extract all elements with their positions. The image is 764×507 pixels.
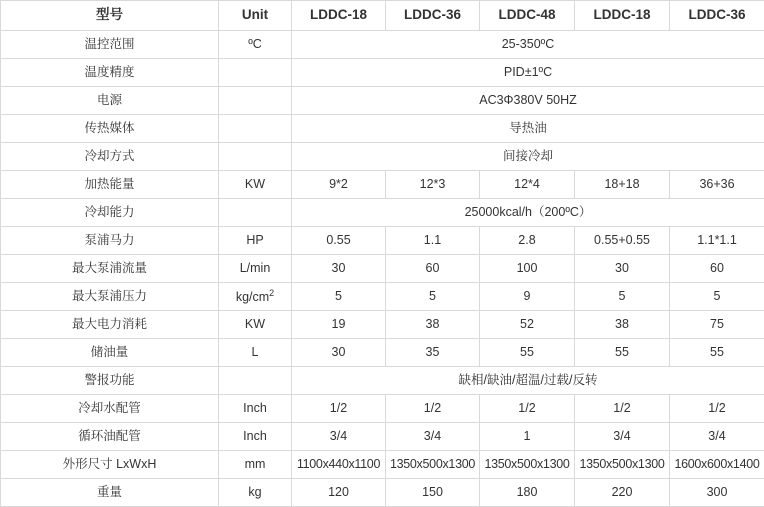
row-value: 1 [480, 423, 575, 451]
row-value: 30 [292, 339, 386, 367]
row-value: 150 [386, 479, 480, 507]
row-value: 55 [575, 339, 670, 367]
row-value: 3/4 [670, 423, 764, 451]
row-label: 储油量 [1, 339, 219, 367]
row-value: 5 [386, 283, 480, 311]
row-unit-text: kg/cm [236, 290, 269, 304]
row-value: 18+18 [575, 171, 670, 199]
table-row [1, 199, 764, 227]
row-value: 3/4 [575, 423, 670, 451]
row-label: 温控范围 [1, 31, 219, 59]
row-value: 30 [292, 255, 386, 283]
header-model-3: LDDC-48 [480, 1, 575, 31]
row-unit: L/min [219, 255, 292, 283]
row-value: 1/2 [575, 395, 670, 423]
header-unit: Unit [219, 1, 292, 31]
row-label: 最大泵浦压力 [1, 283, 219, 311]
row-value: 1/2 [292, 395, 386, 423]
row-value: 0.55 [292, 227, 386, 255]
row-unit [219, 367, 292, 395]
row-value: 1/2 [386, 395, 480, 423]
row-merged-value: 25-350ºC [292, 31, 764, 59]
row-value: 3/4 [386, 423, 480, 451]
row-merged-value: 导热油 [292, 115, 764, 143]
row-merged-value: 25000kcal/h（200ºC） [292, 199, 764, 227]
row-label: 循环油配管 [1, 423, 219, 451]
header-model-5: LDDC-36 [670, 1, 764, 31]
row-value: 19 [292, 311, 386, 339]
row-merged-value: AC3Φ380V 50HZ [292, 87, 764, 115]
row-label: 电源 [1, 87, 219, 115]
row-value: 75 [670, 311, 764, 339]
row-label: 冷却能力 [1, 199, 219, 227]
row-label: 重量 [1, 479, 219, 507]
row-merged-value: 间接冷却 [292, 143, 764, 171]
row-value: 5 [292, 283, 386, 311]
row-label: 传热媒体 [1, 115, 219, 143]
row-value: 3/4 [292, 423, 386, 451]
row-value: 60 [386, 255, 480, 283]
table-row [1, 255, 764, 283]
row-value: 5 [670, 283, 764, 311]
row-value: 100 [480, 255, 575, 283]
row-unit [219, 199, 292, 227]
row-unit: Inch [219, 395, 292, 423]
row-value: 1/2 [670, 395, 764, 423]
row-value: 38 [386, 311, 480, 339]
row-value: 55 [480, 339, 575, 367]
row-label: 外形尺寸 LxWxH [1, 451, 219, 479]
row-value: 120 [292, 479, 386, 507]
row-label: 最大泵浦流量 [1, 255, 219, 283]
table-row [1, 87, 764, 115]
row-unit: HP [219, 227, 292, 255]
row-unit: L [219, 339, 292, 367]
row-value: 1.1*1.1 [670, 227, 764, 255]
row-value: 180 [480, 479, 575, 507]
table-row [1, 423, 764, 451]
row-label: 泵浦马力 [1, 227, 219, 255]
table-row [1, 479, 764, 507]
row-value: 30 [575, 255, 670, 283]
row-label: 冷却水配管 [1, 395, 219, 423]
row-unit: KW [219, 311, 292, 339]
header-model-1: LDDC-18 [292, 1, 386, 31]
table-row [1, 31, 764, 59]
table-header [1, 1, 764, 31]
row-value: 1600x600x1400 [670, 451, 764, 479]
row-value: 55 [670, 339, 764, 367]
row-merged-value: PID±1ºC [292, 59, 764, 87]
row-value: 9 [480, 283, 575, 311]
row-label: 冷却方式 [1, 143, 219, 171]
row-value: 300 [670, 479, 764, 507]
table-row [1, 143, 764, 171]
row-unit [219, 115, 292, 143]
table-row [1, 171, 764, 199]
row-value: 5 [575, 283, 670, 311]
header-model: 型号 [1, 1, 219, 31]
row-value: 12*4 [480, 171, 575, 199]
row-value: 35 [386, 339, 480, 367]
row-label: 温度精度 [1, 59, 219, 87]
row-unit [219, 59, 292, 87]
row-value: 1350x500x1300 [386, 451, 480, 479]
row-value: 220 [575, 479, 670, 507]
row-value: 60 [670, 255, 764, 283]
row-value: 1100x440x1100 [292, 451, 386, 479]
row-value: 1/2 [480, 395, 575, 423]
row-unit [219, 143, 292, 171]
row-value: 1.1 [386, 227, 480, 255]
table-row [1, 395, 764, 423]
row-label: 警报功能 [1, 367, 219, 395]
header-model-2: LDDC-36 [386, 1, 480, 31]
table-body [1, 31, 764, 507]
table-row [1, 451, 764, 479]
row-unit: ºC [219, 31, 292, 59]
row-label: 加热能量 [1, 171, 219, 199]
row-unit [219, 87, 292, 115]
row-value: 12*3 [386, 171, 480, 199]
row-unit-superscript: 2 [269, 288, 274, 298]
row-value: 0.55+0.55 [575, 227, 670, 255]
row-unit: mm [219, 451, 292, 479]
row-unit: kg [219, 479, 292, 507]
row-value: 1350x500x1300 [575, 451, 670, 479]
table-row [1, 283, 764, 311]
row-unit [219, 283, 292, 311]
row-value: 9*2 [292, 171, 386, 199]
row-value: 36+36 [670, 171, 764, 199]
row-label: 最大电力消耗 [1, 311, 219, 339]
table-row [1, 115, 764, 143]
row-value: 38 [575, 311, 670, 339]
row-merged-value: 缺相/缺油/超温/过载/反转 [292, 367, 764, 395]
table-row [1, 59, 764, 87]
row-value: 2.8 [480, 227, 575, 255]
row-value: 1350x500x1300 [480, 451, 575, 479]
row-unit: KW [219, 171, 292, 199]
table-row [1, 227, 764, 255]
header-model-4: LDDC-18 [575, 1, 670, 31]
row-unit: Inch [219, 423, 292, 451]
row-value: 52 [480, 311, 575, 339]
table-row [1, 311, 764, 339]
table-header-row [1, 1, 764, 31]
table-row [1, 339, 764, 367]
table-row [1, 367, 764, 395]
